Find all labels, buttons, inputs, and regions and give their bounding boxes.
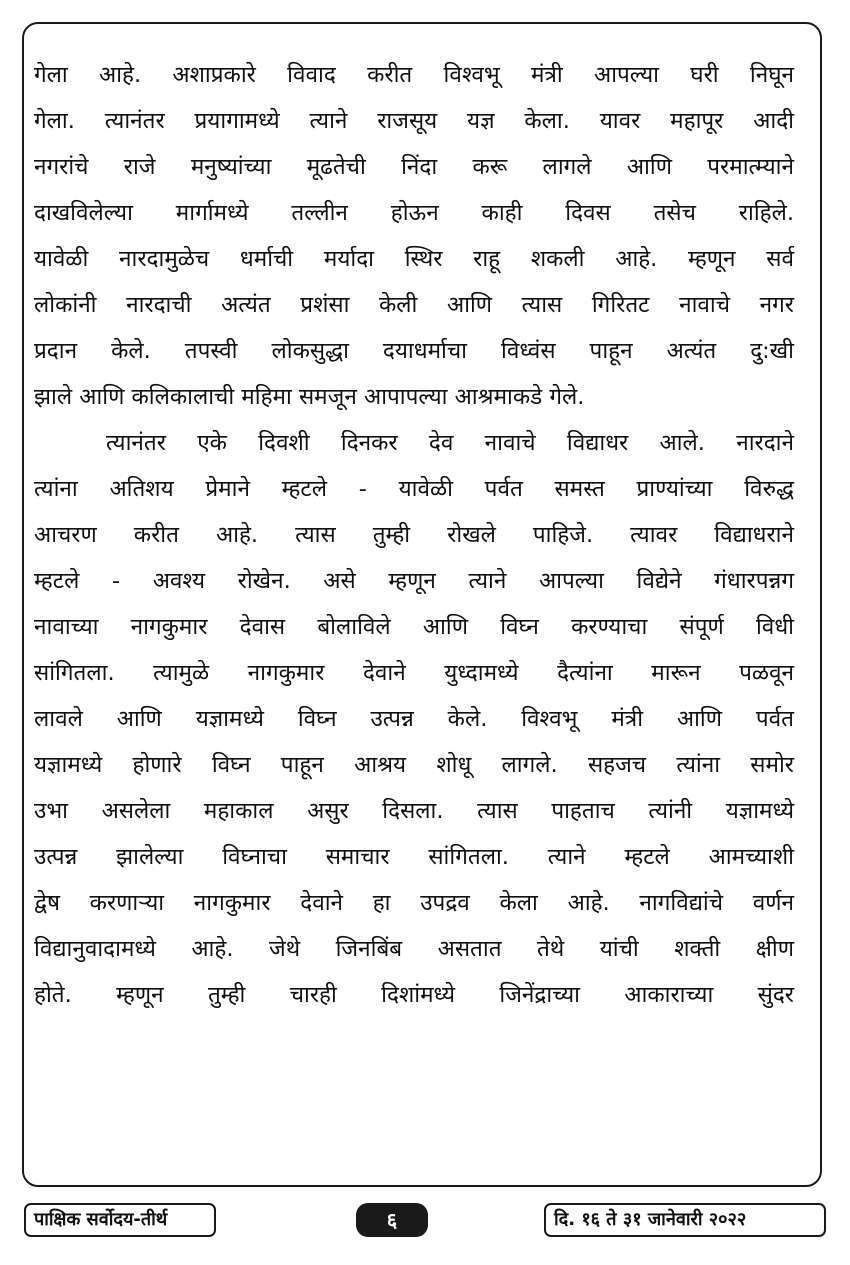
- text-line: झाले आणि कलिकालाची महिमा समजून आपापल्या आश्रमाकडे गेले.: [34, 384, 585, 410]
- publication-name: पाक्षिक सर्वोदय-तीर्थ: [24, 1203, 216, 1237]
- text-line: उभा असलेला महाकाल असुर दिसला. त्यास पाहताच त्यांनी यज्ञामध्ये: [34, 798, 794, 824]
- page-number: ६: [356, 1203, 428, 1237]
- text-line: यावेळी नारदामुळेच धर्माची मर्यादा स्थिर राहू शकली आहे. म्हणून सर्व: [34, 246, 794, 272]
- text-line: त्यांना अतिशय प्रेमाने म्हटले - यावेळी पर्वत समस्त प्राण्यांच्या विरुद्ध: [34, 476, 794, 502]
- text-line: त्यानंतर एके दिवशी दिनकर देव नावाचे विद्याधर आले. नारदाने: [106, 430, 794, 456]
- page-footer: [0, 1203, 850, 1239]
- text-line: नगरांचे राजे मनुष्यांच्या मूढतेची निंदा करू लागले आणि परमात्म्याने: [34, 154, 794, 180]
- text-line: उत्पन्न झालेल्या विघ्नाचा समाचार सांगितला. त्याने म्हटले आमच्याशी: [34, 844, 794, 870]
- text-line: लावले आणि यज्ञामध्ये विघ्न उत्पन्न केले. विश्वभू मंत्री आणि पर्वत: [34, 706, 794, 732]
- text-line: प्रदान केले. तपस्वी लोकसुद्धा दयाधर्माचा विध्वंस पाहून अत्यंत दु:खी: [34, 338, 794, 364]
- text-line: यज्ञामध्ये होणारे विघ्न पाहून आश्रय शोधू लागले. सहजच त्यांना समोर: [34, 752, 794, 778]
- text-line: सांगितला. त्यामुळे नागकुमार देवाने युध्दामध्ये दैत्यांना मारून पळवून: [34, 660, 794, 686]
- text-line: लोकांनी नारदाची अत्यंत प्रशंसा केली आणि त्यास गिरितट नावाचे नगर: [34, 292, 794, 318]
- text-line: होते. म्हणून तुम्ही चारही दिशांमध्ये जिनेंद्राच्या आकाराच्या सुंदर: [34, 982, 794, 1008]
- paragraph-2: [34, 420, 794, 1018]
- text-line: म्हटले - अवश्य रोखेन. असे म्हणून त्याने आपल्या विद्येने गंधारपन्नग: [34, 568, 794, 594]
- issue-date: दि. १६ ते ३१ जानेवारी २०२२: [544, 1203, 826, 1237]
- text-line: आचरण करीत आहे. त्यास तुम्ही रोखले पाहिजे. त्यावर विद्याधराने: [34, 522, 794, 548]
- text-line: गेला. त्यानंतर प्रयागामध्ये त्याने राजसूय यज्ञ केला. यावर महापूर आदी: [34, 108, 794, 134]
- text-line: द्वेष करणाऱ्या नागकुमार देवाने हा उपद्रव केला आहे. नागविद्यांचे वर्णन: [34, 890, 794, 916]
- text-line: गेला आहे. अशाप्रकारे विवाद करीत विश्वभू मंत्री आपल्या घरी निघून: [34, 62, 794, 88]
- text-line: दाखविलेल्या मार्गामध्ये तल्लीन होऊन काही दिवस तसेच राहिले.: [34, 200, 794, 226]
- text-line: नावाच्या नागकुमार देवास बोलाविले आणि विघ्न करण्याचा संपूर्ण विधी: [34, 614, 794, 640]
- text-line: विद्यानुवादामध्ये आहे. जेथे जिनबिंब असतात तेथे यांची शक्ती क्षीण: [34, 936, 794, 962]
- paragraph-1: [34, 52, 794, 420]
